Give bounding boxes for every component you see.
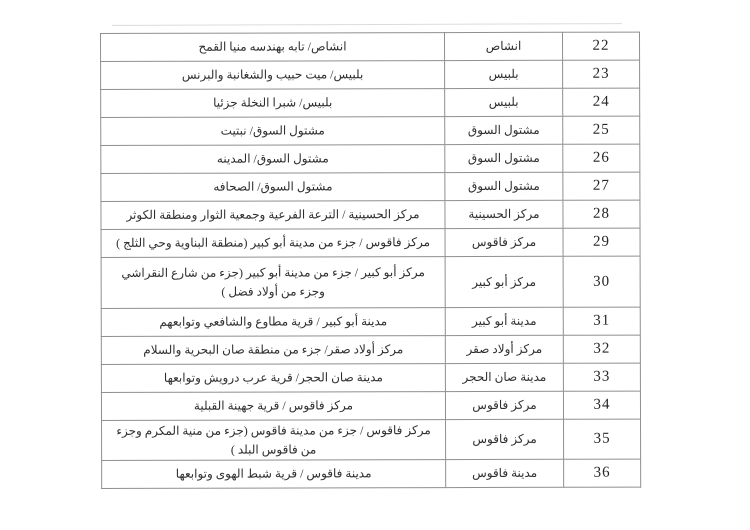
- area-cell: مركز الحسينية: [445, 200, 563, 228]
- row-number-cell: 26: [563, 144, 640, 172]
- area-cell: مركز فاقوس: [446, 419, 564, 459]
- area-cell: مدينة صان الحجر: [445, 363, 563, 391]
- table-row: [101, 228, 640, 257]
- table-row: [101, 307, 640, 336]
- row-number-cell: 29: [563, 228, 640, 256]
- table-row: [101, 144, 640, 173]
- area-cell: مدينة أبو كبير: [445, 307, 563, 335]
- row-number-cell: 35: [564, 419, 641, 459]
- table-row: [101, 32, 640, 61]
- description-cell: مدينة فاقوس / قرية شبط الهوى وتوابعها: [102, 460, 446, 489]
- description-cell: مدينة صان الحجر/ قرية عرب درويش وتوابعها: [101, 364, 445, 393]
- description-cell: مدينة أبو كبير / قرية مطاوع والشافعي وتوابعهم: [101, 308, 445, 337]
- row-number-cell: 28: [563, 200, 640, 228]
- area-cell: مركز أبو كبير: [445, 256, 563, 307]
- description-cell: مركز أولاد صقر/ جزء من منطقة صان البحرية والسلام: [101, 336, 445, 365]
- area-cell: مركز فاقوس: [445, 391, 563, 419]
- row-number-cell: 31: [563, 307, 640, 335]
- row-number-cell: 36: [564, 459, 641, 487]
- schedule-table-container: [100, 32, 641, 490]
- table-row: [101, 335, 640, 364]
- table-row: [101, 88, 640, 117]
- description-cell: مركز الحسينية / الترعة الفرعية وجمعية الثوار ومنطقة الكوثر: [101, 201, 445, 230]
- area-cell: مدينة فاقوس: [446, 459, 564, 487]
- row-number-cell: 32: [563, 335, 640, 363]
- table-row: [101, 200, 640, 229]
- description-cell: بلبيس/ ميت حبيب والشغانبة والبرنس: [101, 61, 445, 90]
- description-cell: مشتول السوق/ المدينه: [101, 145, 445, 174]
- description-cell: انشاص/ تابه بهندسه منيا القمح: [101, 33, 445, 62]
- area-cell: بلبيس: [445, 88, 563, 116]
- area-cell: مركز أولاد صقر: [445, 335, 563, 363]
- description-cell: مشتول السوق/ نبتيت: [101, 117, 445, 146]
- description-cell: مركز فاقوس / قرية جهينة القبلية: [101, 392, 445, 421]
- description-cell: مشتول السوق/ الصحافه: [101, 173, 445, 202]
- scan-artifact-line: [112, 23, 622, 26]
- schedule-table: [100, 32, 641, 490]
- row-number-cell: 27: [563, 172, 640, 200]
- row-number-cell: 30: [563, 256, 640, 307]
- description-cell: مركز فاقوس / جزء من مدينة أبو كبير (منطقة البناوية وحي الثلج ): [101, 229, 445, 258]
- row-number-cell: 33: [563, 363, 640, 391]
- row-number-cell: 24: [563, 88, 640, 116]
- schedule-table-body: [101, 32, 641, 489]
- table-row: [101, 172, 640, 201]
- row-number-cell: 23: [563, 60, 640, 88]
- description-cell: بلبيس/ شبرا النخلة جزئيا: [101, 89, 445, 118]
- table-row: [101, 60, 640, 89]
- row-number-cell: 25: [563, 116, 640, 144]
- area-cell: مشتول السوق: [445, 116, 563, 144]
- description-cell: مركز أبو كبير / جزء من مدينة أبو كبير (جزء من شارع النقراشي وجزء من أولاد فضل ): [101, 257, 445, 309]
- area-cell: مشتول السوق: [445, 144, 563, 172]
- table-row: [101, 391, 640, 420]
- area-cell: بلبيس: [445, 60, 563, 88]
- table-row: [101, 256, 640, 308]
- table-row: [102, 419, 641, 461]
- area-cell: مركز فاقوس: [445, 228, 563, 256]
- row-number-cell: 22: [562, 32, 639, 60]
- table-row: [101, 116, 640, 145]
- description-cell: مركز فاقوس / جزء من مدينة فاقوس (جزء من منية المكرم وجزء من فاقوس البلد ): [102, 420, 446, 461]
- table-row: [102, 459, 641, 488]
- area-cell: مشتول السوق: [445, 172, 563, 200]
- row-number-cell: 34: [563, 391, 640, 419]
- table-row: [101, 363, 640, 392]
- area-cell: انشاص: [445, 32, 563, 60]
